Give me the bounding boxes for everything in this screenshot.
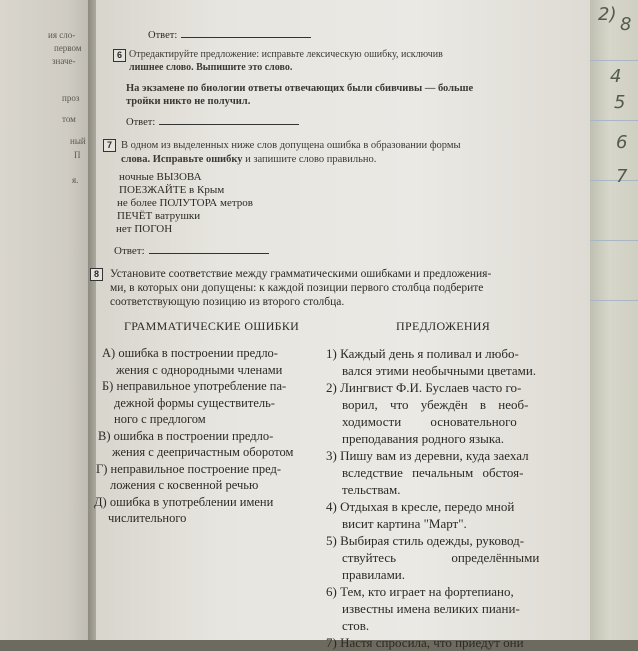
word-caps: ВЫЗОВА: [156, 171, 202, 183]
notebook: [590, 0, 638, 640]
handwritten-mark: 2): [598, 4, 617, 25]
word-suffix: метров: [217, 197, 253, 209]
answer-blank[interactable]: [149, 244, 269, 254]
word-caps: ПОГОН: [134, 223, 173, 235]
task7-word-1: [119, 172, 202, 183]
sentence-line: 2) Лингвист Ф.И. Буслаев часто го-: [326, 380, 522, 395]
notebook-rule: [590, 240, 638, 241]
sentence-line: 5) Выбирая стиль одежды, руковод-: [326, 533, 525, 548]
task6-answer: [126, 115, 299, 129]
sentence-line: вследствие печальным обстоя-: [342, 465, 524, 480]
word-suffix: в Крым: [186, 184, 225, 196]
notebook-rule: [590, 300, 638, 301]
handwritten-mark: 5: [614, 92, 626, 113]
task7-answer: [114, 244, 269, 257]
sentence-line: 3) Пишу вам из деревни, куда заехал: [326, 448, 529, 463]
handwritten-mark: 6: [616, 132, 628, 153]
sentence-line: ворил, что убеждён в необ-: [342, 397, 529, 412]
error-line: ного с предлогом: [114, 412, 206, 426]
sentence-line: тельствам.: [342, 482, 401, 497]
word-prefix: ночные: [119, 171, 157, 183]
word-caps: ПОЛУТОРА: [159, 197, 218, 209]
sentence-line: 1) Каждый день я поливал и любо-: [326, 346, 519, 361]
word-prefix: не более: [117, 197, 160, 209]
error-line: Д) ошибка в употреблении имени: [94, 494, 274, 509]
task7-word-4: [117, 211, 200, 222]
handwritten-mark: 4: [610, 66, 622, 87]
col2-header: ПРЕДЛОЖЕНИЯ: [396, 319, 491, 333]
sentence-line: ствуйтесь определёнными: [342, 550, 540, 565]
sentence-item-3: [326, 447, 566, 498]
task7-word-3: [117, 198, 253, 209]
answer-label: Ответ:: [114, 245, 145, 257]
word-prefix: нет: [116, 223, 135, 235]
task8-instruction-2: ми, в которых они допущены: к каждой позиции первого столбца подберите: [110, 282, 484, 294]
word-caps: ПЕЧЁТ: [117, 210, 153, 222]
answer-blank[interactable]: [159, 115, 299, 125]
error-item-b: [102, 378, 317, 428]
sentence-item-4: [326, 498, 566, 532]
error-line: числительного: [108, 511, 187, 525]
task7-word-5: [116, 224, 172, 235]
task7-instruction-1: В одном из выделенных ниже слов допущена ошибка в образовании формы: [121, 140, 461, 151]
sentence-line: висит картина "Март".: [342, 516, 467, 531]
error-line: ложения с косвенной речью: [110, 478, 259, 492]
error-line: Г) неправильное построение пред-: [96, 461, 282, 476]
answer-blank[interactable]: [181, 28, 311, 38]
left-fragment: ия сло-: [48, 30, 76, 40]
task6-sentence-2: тройки никто не получил.: [126, 96, 251, 107]
error-line: А) ошибка в построении предло-: [102, 346, 278, 360]
error-line: дежной формы существитель-: [114, 395, 275, 410]
word-suffix: ватрушки: [152, 210, 201, 222]
error-line: В) ошибка в построении предло-: [98, 428, 274, 443]
sentence-item-6: [326, 583, 566, 634]
left-fragment: я.: [72, 175, 79, 185]
sentence-line: 6) Тем, кто играет на фортепиано,: [326, 584, 514, 599]
sentence-line: стов.: [342, 618, 370, 633]
task7-instruction-2: [121, 155, 376, 166]
task8-instruction-1: Установите соответствие между грамматическими ошибками и предложения-: [110, 268, 492, 280]
task6-instruction-1: Отредактируйте предложение: исправьте лексическую ошибку, исключив: [129, 49, 443, 60]
sentence-line: известны имена великих пиани-: [342, 601, 520, 616]
task6-number: 6: [113, 49, 126, 62]
sentence-item-5: [326, 532, 566, 583]
error-item-g: [96, 461, 317, 494]
main-page: [93, 0, 590, 650]
left-fragment: том: [62, 114, 76, 124]
answer-line-top: [148, 28, 311, 42]
left-fragment: первом: [54, 43, 82, 53]
errors-column: [94, 345, 317, 527]
left-fragment: проз: [62, 93, 80, 103]
sentence-line: ходимости основательного: [342, 414, 517, 429]
handwritten-mark: 7: [616, 166, 628, 187]
sentences-column: [326, 345, 566, 651]
error-item-a: [102, 345, 317, 378]
sentence-item-1: [326, 345, 566, 379]
error-item-d: [94, 494, 317, 527]
col1-header: ГРАММАТИЧЕСКИЕ ОШИБКИ: [124, 319, 300, 333]
error-line: жения с деепричастным оборотом: [112, 445, 294, 459]
task8-number: 8: [90, 268, 103, 281]
sentence-item-7: [326, 634, 566, 651]
left-fragment: значе-: [52, 56, 76, 66]
sentence-line: 4) Отдыхая в кресле, передо мной: [326, 499, 515, 514]
sentence-item-2: [326, 379, 566, 447]
left-page: [0, 0, 96, 640]
answer-label: Ответ:: [148, 30, 178, 41]
notebook-rule: [590, 120, 638, 121]
error-item-v: [98, 428, 317, 461]
task6-sentence-1: На экзамене по биологии ответы отвечающих были сбивчивы — больше: [126, 83, 474, 94]
notebook-rule: [590, 180, 638, 181]
task8-instruction-3: соответствующую позицию из второго столбца.: [110, 296, 345, 308]
notebook-rule: [590, 60, 638, 61]
task6-instruction-2: лишнее слово. Выпишите это слово.: [129, 62, 293, 73]
sentence-line: преподавания родного языка.: [342, 431, 505, 446]
error-line: Б) неправильное употребление па-: [102, 379, 287, 393]
answer-label: Ответ:: [126, 117, 156, 128]
task7-instruction-bold: слова. Исправьте ошибку: [121, 154, 243, 165]
sentence-line: вался этими необычными цветами.: [342, 363, 537, 378]
task7-instruction-rest: и запишите слово правильно.: [242, 154, 377, 165]
sentence-line: правилами.: [342, 567, 406, 582]
sentence-line: 7) Настя спросила, что приедут они: [326, 635, 524, 650]
word-caps: ПОЕЗЖАЙТЕ: [119, 184, 187, 196]
task7-number: 7: [103, 139, 116, 152]
task7-word-2: [119, 185, 224, 196]
handwritten-mark: 8: [620, 14, 632, 35]
left-fragment: П: [74, 150, 81, 160]
error-line: жения с однородными членами: [116, 362, 283, 377]
left-fragment: ный: [70, 136, 86, 146]
